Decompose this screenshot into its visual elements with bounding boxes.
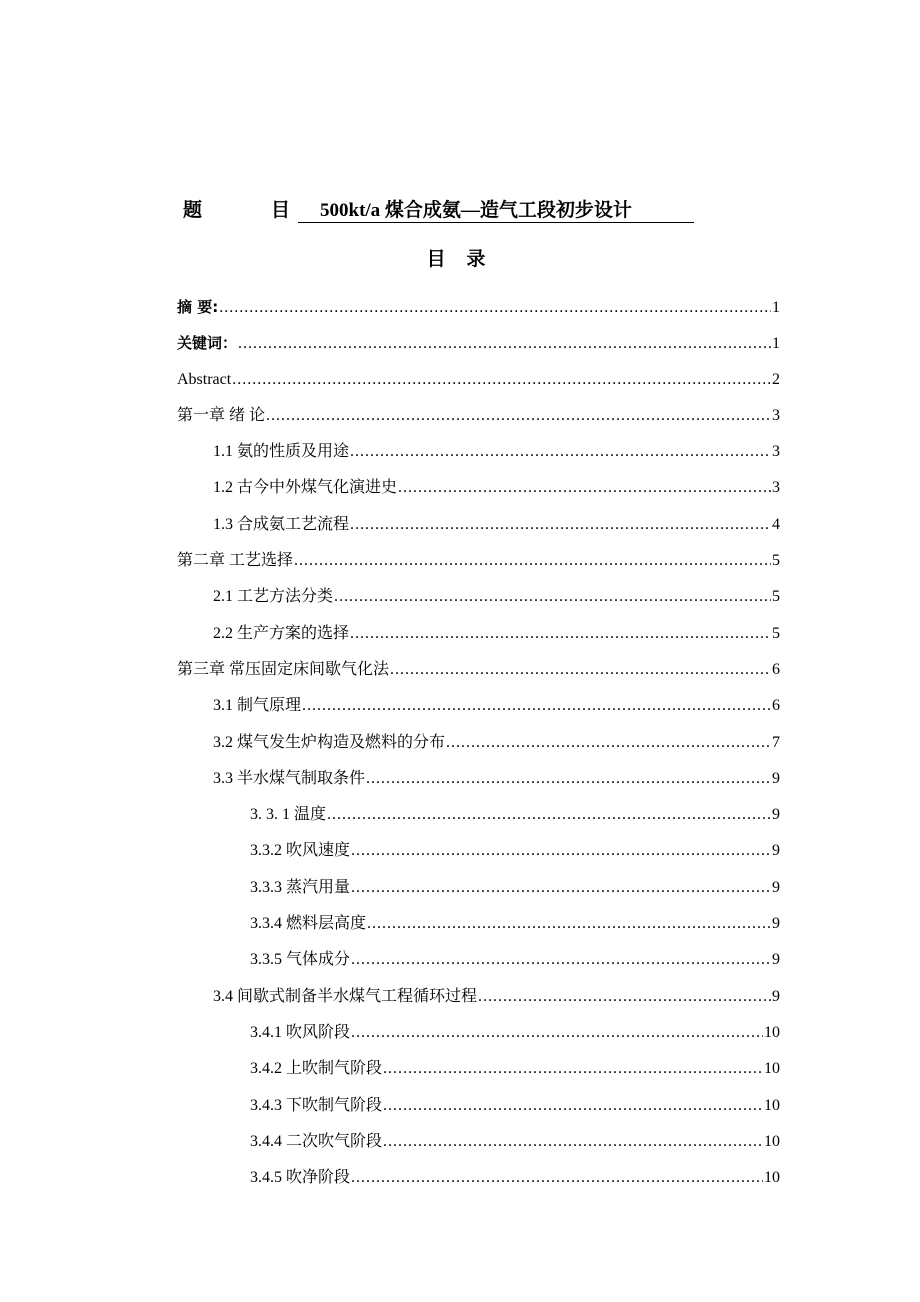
toc-entry[interactable] <box>177 1058 780 1094</box>
toc-entry-text: 第二章 工艺选择 <box>177 552 294 570</box>
leader-dots <box>294 550 771 572</box>
toc-entry[interactable] <box>177 477 780 513</box>
leader-dots <box>350 441 771 463</box>
leader-dots <box>350 623 771 645</box>
toc-entry-text: 第一章 绪 论 <box>177 406 266 424</box>
toc-entry-text: 3.4 间歇式制备半水煤气工程循环过程 <box>213 987 478 1005</box>
toc-entry-text: 3.4.1 吹风阶段 <box>250 1023 351 1041</box>
leader-dots <box>266 405 771 427</box>
toc-entry-page: 10 <box>764 1060 780 1078</box>
toc-entry-page: 10 <box>764 1096 780 1114</box>
toc-entry-page: 1 <box>772 335 780 353</box>
toc-entry-text: 摘 要: <box>177 298 219 316</box>
toc-entry[interactable] <box>177 768 780 804</box>
leader-dots <box>478 986 771 1008</box>
toc-entry-text: 1.1 氨的性质及用途 <box>213 443 350 461</box>
leader-dots <box>232 369 771 391</box>
leader-dots <box>366 768 771 790</box>
leader-dots <box>238 333 771 355</box>
toc-entry-page: 9 <box>772 806 780 824</box>
toc-heading: 目 录 <box>426 249 494 270</box>
leader-dots <box>446 732 771 754</box>
title-label-b: 目 <box>271 200 291 221</box>
toc-entry-page: 6 <box>772 660 780 678</box>
toc-entry[interactable] <box>177 1131 780 1167</box>
toc-entry[interactable] <box>177 550 780 586</box>
toc-entry-page: 3 <box>772 406 780 424</box>
toc-entry[interactable] <box>177 441 780 477</box>
toc-entry[interactable] <box>177 659 780 695</box>
toc-entry-text: 3.4.3 下吹制气阶段 <box>250 1096 383 1114</box>
leader-dots <box>351 877 771 899</box>
toc-entry[interactable] <box>177 623 780 659</box>
toc-entry[interactable] <box>177 949 780 985</box>
leader-dots <box>398 477 771 499</box>
toc-entry-text: 3.3.3 蒸汽用量 <box>250 878 351 896</box>
toc-entry[interactable] <box>177 586 780 622</box>
toc-entry-page: 2 <box>772 370 780 388</box>
toc-entry-text: 3. 3. 1 温度 <box>250 806 327 824</box>
toc-entry-text: 1.2 古今中外煤气化演进史 <box>213 479 398 497</box>
title-value: 500kt/a 煤合成氨—造气工段初步设计 <box>298 197 694 223</box>
toc-entry[interactable] <box>177 1095 780 1131</box>
toc-entry[interactable] <box>177 405 780 441</box>
toc-entry-page: 5 <box>772 552 780 570</box>
toc-entry[interactable] <box>177 877 780 913</box>
toc-entry[interactable] <box>177 369 780 405</box>
toc-entry-page: 3 <box>772 479 780 497</box>
toc-entry-text: 3.1 制气原理 <box>213 697 302 715</box>
toc-entry[interactable] <box>177 514 780 550</box>
leader-dots <box>383 1095 763 1117</box>
toc-entry-page: 9 <box>772 878 780 896</box>
toc-entry[interactable] <box>177 1022 780 1058</box>
toc-entry[interactable] <box>177 732 780 768</box>
leader-dots <box>383 1058 763 1080</box>
toc-entry-page: 7 <box>772 733 780 751</box>
leader-dots <box>302 695 771 717</box>
leader-dots <box>334 586 771 608</box>
toc-entry[interactable] <box>177 986 780 1022</box>
title-label-a: 题 <box>183 200 203 221</box>
toc-entry-page: 9 <box>772 987 780 1005</box>
toc-entry-text: 1.3 合成氨工艺流程 <box>213 515 350 533</box>
toc-entry-text: 3.4.5 吹净阶段 <box>250 1169 351 1187</box>
leader-dots <box>351 1022 763 1044</box>
leader-dots <box>367 913 771 935</box>
toc-entry-page: 1 <box>772 299 780 316</box>
toc-entry[interactable] <box>177 1167 780 1203</box>
toc-entry[interactable] <box>177 913 780 949</box>
toc-entry-page: 9 <box>772 951 780 969</box>
leader-dots <box>383 1131 763 1153</box>
toc-entry-page: 5 <box>772 624 780 642</box>
leader-dots <box>351 1167 763 1189</box>
toc-entry-page: 6 <box>772 697 780 715</box>
toc-entry[interactable] <box>177 695 780 731</box>
table-of-contents <box>177 296 780 1203</box>
toc-entry[interactable] <box>177 332 780 368</box>
toc-entry-text: 3.3.2 吹风速度 <box>250 842 351 860</box>
leader-dots <box>219 297 771 319</box>
toc-entry-text: 2.1 工艺方法分类 <box>213 588 334 606</box>
toc-entry-page: 9 <box>772 915 780 933</box>
toc-entry-text: 关键词： <box>177 334 238 353</box>
toc-entry-text: 3.4.4 二次吹气阶段 <box>250 1132 383 1150</box>
toc-entry-page: 9 <box>772 769 780 787</box>
toc-entry-text: 3.4.2 上吹制气阶段 <box>250 1060 383 1078</box>
toc-entry[interactable] <box>177 296 780 332</box>
toc-entry-text: 3.2 煤气发生炉构造及燃料的分布 <box>213 733 446 751</box>
leader-dots <box>351 949 771 971</box>
leader-dots <box>350 514 771 536</box>
toc-entry-text: 3.3.4 燃料层高度 <box>250 915 367 933</box>
toc-entry-text: 2.2 生产方案的选择 <box>213 624 350 642</box>
toc-entry-page: 5 <box>772 588 780 606</box>
leader-dots <box>390 659 771 681</box>
toc-entry-text: Abstract <box>177 370 232 388</box>
toc-entry-text: 3.3 半水煤气制取条件 <box>213 769 366 787</box>
toc-entry[interactable] <box>177 804 780 840</box>
toc-entry-page: 9 <box>772 842 780 860</box>
toc-entry-page: 4 <box>772 515 780 533</box>
toc-entry-page: 10 <box>764 1169 780 1187</box>
toc-entry-text: 第三章 常压固定床间歇气化法 <box>177 660 390 678</box>
toc-entry-page: 10 <box>764 1132 780 1150</box>
leader-dots <box>351 840 771 862</box>
toc-entry-page: 3 <box>772 443 780 461</box>
toc-entry-page: 10 <box>764 1023 780 1041</box>
toc-entry[interactable] <box>177 840 780 876</box>
leader-dots <box>327 804 771 826</box>
toc-entry-text: 3.3.5 气体成分 <box>250 951 351 969</box>
